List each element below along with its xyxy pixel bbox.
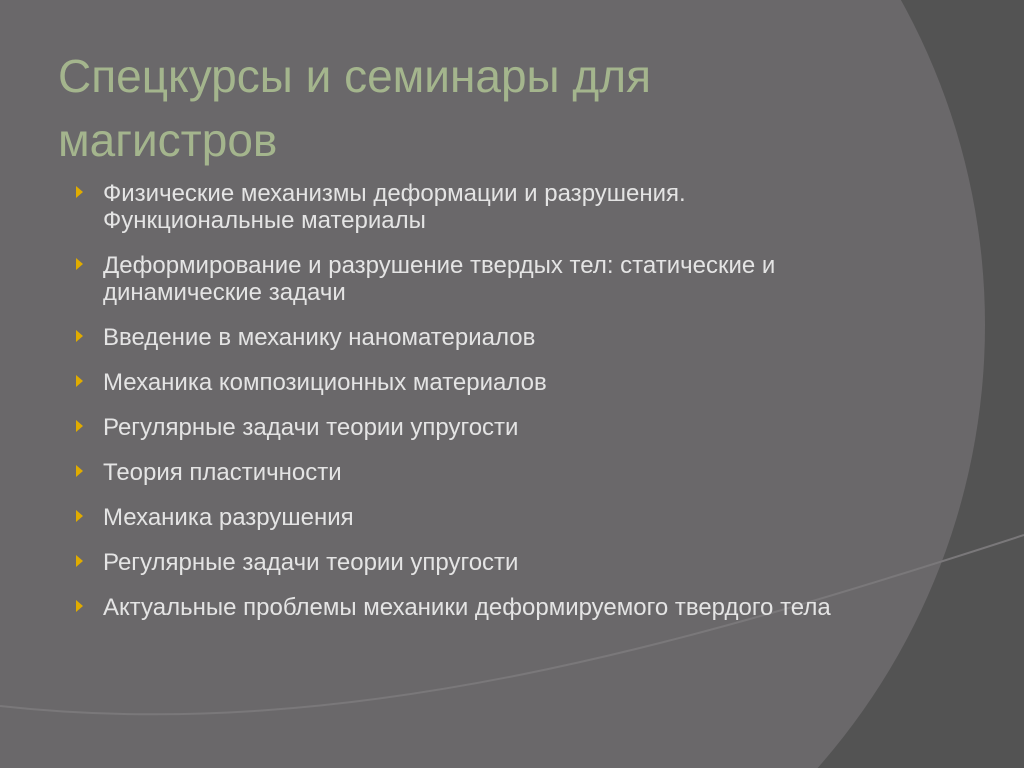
course-list xyxy=(72,180,882,639)
list-item-text: Физические механизмы деформации и разрушения. Функциональные материалы xyxy=(103,180,686,234)
list-item xyxy=(72,369,882,396)
list-item xyxy=(72,414,882,441)
bullet-arrow-icon xyxy=(76,186,83,198)
list-item-text: Теория пластичности xyxy=(103,459,342,486)
bullet-arrow-icon xyxy=(76,420,83,432)
list-item xyxy=(72,252,882,306)
list-item-text: Механика композиционных материалов xyxy=(103,369,547,396)
list-item-text: Актуальные проблемы механики деформируемого твердого тела xyxy=(103,594,831,621)
bullet-arrow-icon xyxy=(76,465,83,477)
list-item-text: Механика разрушения xyxy=(103,504,354,531)
bullet-arrow-icon xyxy=(76,258,83,270)
list-item xyxy=(72,549,882,576)
list-item-text: Введение в механику наноматериалов xyxy=(103,324,536,351)
list-item xyxy=(72,459,882,486)
bullet-arrow-icon xyxy=(76,555,83,567)
list-item xyxy=(72,594,882,621)
list-item-text: Регулярные задачи теории упругости xyxy=(103,549,519,576)
list-item-text: Деформирование и разрушение твердых тел: статические и динамические задачи xyxy=(103,252,776,306)
slide-title: Спецкурсы и семинары для магистров xyxy=(58,50,651,166)
list-item xyxy=(72,180,882,234)
list-item xyxy=(72,324,882,351)
bullet-arrow-icon xyxy=(76,600,83,612)
bullet-arrow-icon xyxy=(76,375,83,387)
list-item xyxy=(72,504,882,531)
list-item-text: Регулярные задачи теории упругости xyxy=(103,414,519,441)
bullet-arrow-icon xyxy=(76,330,83,342)
bullet-arrow-icon xyxy=(76,510,83,522)
